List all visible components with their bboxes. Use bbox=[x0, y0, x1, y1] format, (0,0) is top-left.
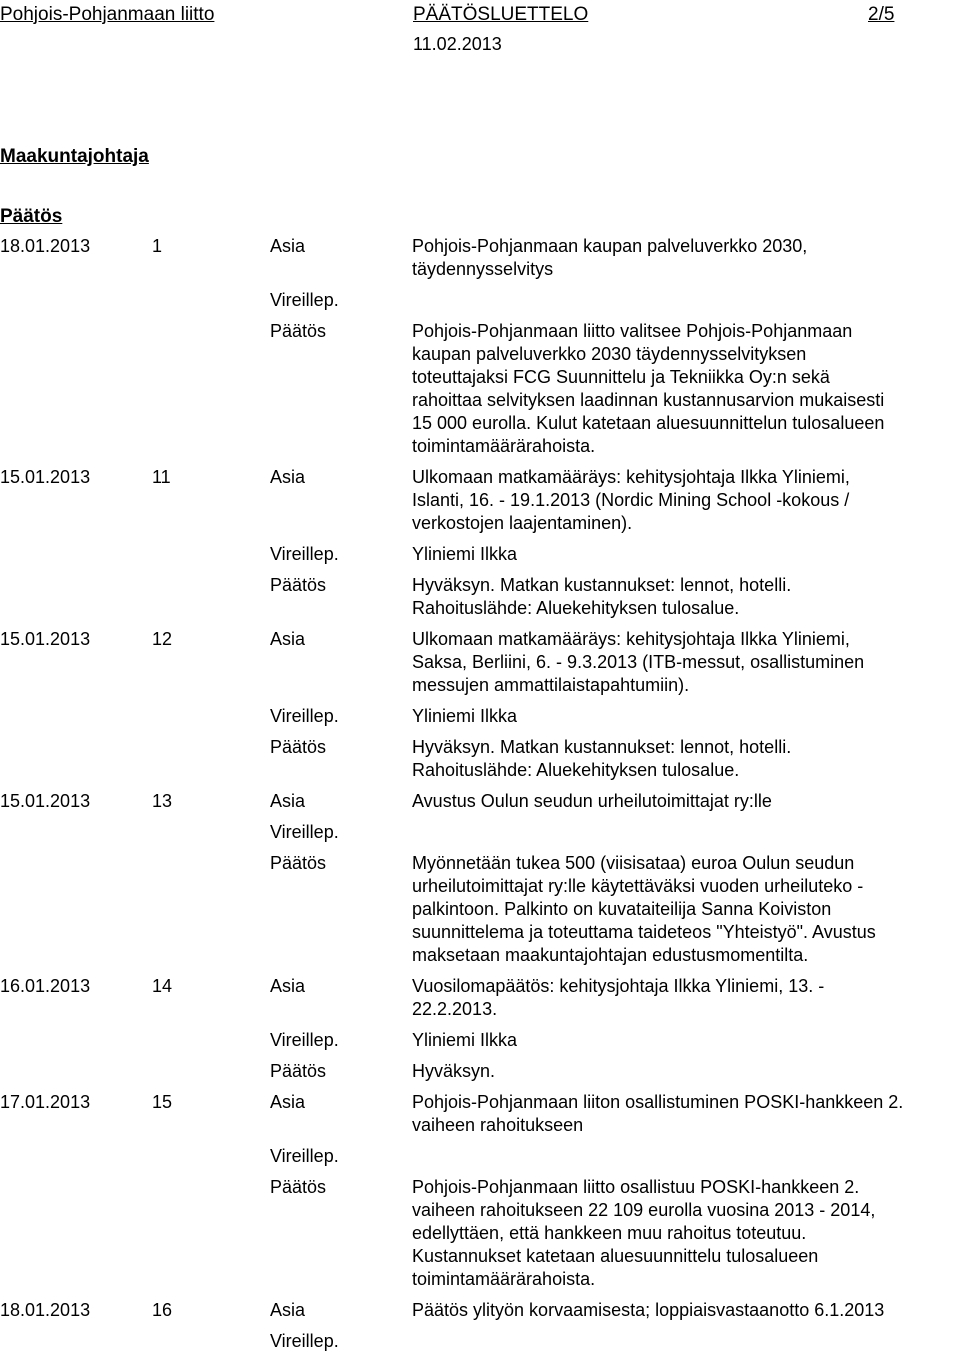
paatos-row bbox=[0, 1060, 960, 1083]
spacer bbox=[0, 967, 960, 975]
asia-row bbox=[0, 235, 960, 258]
spacer bbox=[0, 674, 152, 697]
paatos-row bbox=[0, 1245, 960, 1268]
decision-entry bbox=[0, 975, 960, 1091]
spacer bbox=[270, 1268, 412, 1291]
asia-row bbox=[0, 489, 960, 512]
paatos-row bbox=[0, 366, 960, 389]
vireillep-row bbox=[0, 1029, 960, 1052]
spacer bbox=[270, 1199, 412, 1222]
decision-date: 18.01.2013 bbox=[0, 236, 91, 256]
paatos-text: Hyväksyn. Matkan kustannukset: lennot, hotelli. bbox=[412, 737, 792, 757]
spacer bbox=[0, 1291, 960, 1299]
organization-name: Pohjois-Pohjanmaan liitto bbox=[0, 4, 215, 25]
paatos-text: rahoittaa selvityksen laadinnan kustannusarvion mukaisesti bbox=[412, 390, 885, 410]
paatos-text: Hyväksyn. bbox=[412, 1061, 496, 1081]
spacer bbox=[152, 412, 270, 435]
document-date: 11.02.2013 bbox=[413, 34, 502, 54]
spacer bbox=[0, 574, 152, 597]
spacer bbox=[0, 1268, 152, 1291]
spacer bbox=[0, 728, 960, 736]
spacer bbox=[152, 998, 270, 1021]
spacer bbox=[270, 366, 412, 389]
spacer bbox=[0, 1222, 152, 1245]
paatos-row bbox=[0, 1199, 960, 1222]
spacer bbox=[0, 1245, 152, 1268]
asia-row bbox=[0, 1114, 960, 1137]
paatos-row bbox=[0, 1176, 960, 1199]
asia-text: Vuosilomapäätös: kehitysjohtaja Ilkka Yliniemi, 13. - bbox=[412, 976, 825, 996]
spacer bbox=[270, 875, 412, 898]
asia-label: Asia bbox=[270, 467, 306, 487]
spacer bbox=[152, 1245, 270, 1268]
spacer bbox=[0, 1199, 152, 1222]
spacer bbox=[270, 674, 412, 697]
decision-entry bbox=[0, 628, 960, 790]
decision-entry bbox=[0, 790, 960, 975]
spacer bbox=[152, 1222, 270, 1245]
paatos-text: toteuttajaksi FCG Suunnittelu ja Tekniikka Oy:n sekä bbox=[412, 367, 830, 387]
paatos-text: 15 000 eurolla. Kulut katetaan aluesuunnittelun tulosalueen bbox=[412, 413, 885, 433]
decision-date: 15.01.2013 bbox=[0, 629, 91, 649]
section-title: Maakuntajohtaja bbox=[0, 146, 149, 167]
paatos-row bbox=[0, 852, 960, 875]
spacer bbox=[0, 343, 152, 366]
spacer bbox=[270, 759, 412, 782]
page-number: 2/5 bbox=[868, 4, 895, 25]
spacer bbox=[0, 898, 152, 921]
asia-row bbox=[0, 1299, 960, 1322]
spacer bbox=[270, 412, 412, 435]
spacer bbox=[270, 489, 412, 512]
vireillep-value bbox=[412, 289, 952, 312]
spacer bbox=[152, 543, 270, 566]
spacer bbox=[0, 566, 960, 574]
spacer bbox=[270, 597, 412, 620]
page-header bbox=[0, 0, 960, 60]
paatos-label: Päätös bbox=[270, 575, 327, 595]
spacer bbox=[152, 574, 270, 597]
spacer bbox=[0, 844, 960, 852]
asia-text: Avustus Oulun seudun urheilutoimittajat ry:lle bbox=[412, 791, 772, 811]
vireillep-row bbox=[0, 705, 960, 728]
spacer bbox=[270, 998, 412, 1021]
decision-date: 15.01.2013 bbox=[0, 791, 91, 811]
asia-text: Päätös ylityön korvaamisesta; loppiaisvastaanotto 6.1.2013 bbox=[412, 1300, 885, 1320]
spacer bbox=[0, 458, 960, 466]
spacer bbox=[270, 651, 412, 674]
spacer bbox=[0, 782, 960, 790]
spacer bbox=[0, 1137, 960, 1145]
spacer bbox=[270, 921, 412, 944]
vireillep-row bbox=[0, 543, 960, 566]
spacer bbox=[152, 597, 270, 620]
vireillep-label: Vireillep. bbox=[270, 822, 339, 842]
paatos-text: kaupan palveluverkko 2030 täydennysselvityksen bbox=[412, 344, 807, 364]
spacer bbox=[152, 289, 270, 312]
spacer bbox=[270, 898, 412, 921]
spacer bbox=[0, 489, 152, 512]
vireillep-value bbox=[412, 1145, 952, 1168]
paatos-text: Pohjois-Pohjanmaan liitto valitsee Pohjois-Pohjanmaan bbox=[412, 321, 853, 341]
spacer bbox=[152, 921, 270, 944]
spacer bbox=[0, 1021, 960, 1029]
asia-row bbox=[0, 512, 960, 535]
decision-number: 15 bbox=[152, 1092, 173, 1112]
spacer bbox=[0, 1322, 960, 1330]
asia-row bbox=[0, 998, 960, 1021]
asia-label: Asia bbox=[270, 1092, 306, 1112]
paatos-text: maksetaan maakuntajohtajan edustusmomentilta. bbox=[412, 945, 809, 965]
vireillep-label: Vireillep. bbox=[270, 290, 339, 310]
spacer bbox=[270, 512, 412, 535]
spacer bbox=[152, 1145, 270, 1168]
spacer bbox=[152, 1060, 270, 1083]
spacer bbox=[270, 1114, 412, 1137]
asia-text: Pohjois-Pohjanmaan kaupan palveluverkko 2030, bbox=[412, 236, 808, 256]
spacer bbox=[0, 620, 960, 628]
spacer bbox=[0, 258, 152, 281]
decision-number: 1 bbox=[152, 236, 163, 256]
spacer bbox=[0, 1176, 152, 1199]
asia-text: Ulkomaan matkamääräys: kehitysjohtaja Ilkka Yliniemi, bbox=[412, 629, 850, 649]
vireillep-row bbox=[0, 821, 960, 844]
spacer bbox=[0, 651, 152, 674]
paatos-row bbox=[0, 759, 960, 782]
asia-text: Ulkomaan matkamääräys: kehitysjohtaja Ilkka Yliniemi, bbox=[412, 467, 850, 487]
decision-date: 15.01.2013 bbox=[0, 467, 91, 487]
document-title: PÄÄTÖSLUETTELO bbox=[413, 4, 589, 25]
spacer bbox=[152, 759, 270, 782]
spacer bbox=[0, 535, 960, 543]
decision-number: 14 bbox=[152, 976, 173, 996]
paatos-text: edellyttäen, että hankkeen muu rahoitus toteutuu. bbox=[412, 1223, 807, 1243]
spacer bbox=[152, 489, 270, 512]
vireillep-value: Yliniemi Ilkka bbox=[412, 1030, 518, 1050]
spacer bbox=[152, 651, 270, 674]
decision-number: 12 bbox=[152, 629, 173, 649]
asia-text: Pohjois-Pohjanmaan liiton osallistuminen POSKI-hankkeen 2. bbox=[412, 1092, 904, 1112]
paatos-row bbox=[0, 320, 960, 343]
asia-row bbox=[0, 628, 960, 651]
spacer bbox=[152, 674, 270, 697]
decision-entry bbox=[0, 1299, 960, 1361]
spacer bbox=[0, 875, 152, 898]
paatos-row bbox=[0, 389, 960, 412]
decision-date: 18.01.2013 bbox=[0, 1300, 91, 1320]
spacer bbox=[270, 1245, 412, 1268]
decision-entry bbox=[0, 235, 960, 466]
spacer bbox=[0, 312, 960, 320]
spacer bbox=[152, 944, 270, 967]
paatos-row bbox=[0, 574, 960, 597]
decision-list bbox=[0, 235, 960, 1361]
vireillep-label: Vireillep. bbox=[270, 1331, 339, 1351]
paatos-row bbox=[0, 875, 960, 898]
subsection-title: Päätös bbox=[0, 206, 63, 227]
spacer bbox=[0, 412, 152, 435]
paatos-row bbox=[0, 944, 960, 967]
spacer bbox=[0, 281, 960, 289]
spacer bbox=[0, 998, 152, 1021]
spacer bbox=[0, 697, 960, 705]
asia-row bbox=[0, 975, 960, 998]
spacer bbox=[152, 736, 270, 759]
asia-text: Islanti, 16. - 19.1.2013 (Nordic Mining School -kokous / bbox=[412, 490, 850, 510]
paatos-row bbox=[0, 412, 960, 435]
spacer bbox=[152, 852, 270, 875]
asia-text: vaiheen rahoitukseen bbox=[412, 1115, 584, 1135]
paatos-text: Myönnetään tukea 500 (viisisataa) euroa Oulun seudun bbox=[412, 853, 855, 873]
spacer bbox=[152, 1199, 270, 1222]
spacer bbox=[0, 389, 152, 412]
spacer bbox=[270, 944, 412, 967]
vireillep-value bbox=[412, 1330, 952, 1353]
decision-date: 16.01.2013 bbox=[0, 976, 91, 996]
paatos-text: Rahoituslähde: Aluekehityksen tulosalue. bbox=[412, 598, 740, 618]
paatos-label: Päätös bbox=[270, 737, 327, 757]
spacer bbox=[270, 435, 412, 458]
paatos-text: Pohjois-Pohjanmaan liitto osallistuu POSKI-hankkeen 2. bbox=[412, 1177, 860, 1197]
paatos-text: urheilutoimittajat ry:lle käytettäväksi vuoden urheiluteko - bbox=[412, 876, 864, 896]
spacer bbox=[270, 258, 412, 281]
decision-number: 13 bbox=[152, 791, 173, 811]
paatos-row bbox=[0, 435, 960, 458]
paatos-row bbox=[0, 1268, 960, 1291]
asia-text: messujen ammattilaistapahtumiin). bbox=[412, 675, 690, 695]
spacer bbox=[0, 512, 152, 535]
spacer bbox=[0, 1330, 152, 1353]
vireillep-value: Yliniemi Ilkka bbox=[412, 706, 518, 726]
spacer bbox=[152, 389, 270, 412]
spacer bbox=[0, 705, 152, 728]
paatos-text: toimintamäärärahoista. bbox=[412, 436, 596, 456]
spacer bbox=[0, 1114, 152, 1137]
spacer bbox=[0, 813, 960, 821]
asia-text: verkostojen laajentaminen). bbox=[412, 513, 633, 533]
spacer bbox=[152, 1268, 270, 1291]
paatos-row bbox=[0, 921, 960, 944]
spacer bbox=[152, 705, 270, 728]
spacer bbox=[152, 258, 270, 281]
spacer bbox=[0, 289, 152, 312]
paatos-text: vaiheen rahoitukseen 22 109 eurolla vuosina 2013 - 2014, bbox=[412, 1200, 876, 1220]
paatos-label: Päätös bbox=[270, 1061, 327, 1081]
paatos-text: suunnittelema ja toteuttama taideteos "Yhteistyö". Avustus bbox=[412, 922, 876, 942]
spacer bbox=[0, 1052, 960, 1060]
decision-date: 17.01.2013 bbox=[0, 1092, 91, 1112]
asia-label: Asia bbox=[270, 976, 306, 996]
spacer bbox=[152, 320, 270, 343]
spacer bbox=[0, 1029, 152, 1052]
asia-row bbox=[0, 790, 960, 813]
paatos-text: Hyväksyn. Matkan kustannukset: lennot, hotelli. bbox=[412, 575, 792, 595]
asia-label: Asia bbox=[270, 791, 306, 811]
paatos-label: Päätös bbox=[270, 1177, 327, 1197]
spacer bbox=[152, 343, 270, 366]
asia-text: täydennysselvitys bbox=[412, 259, 554, 279]
spacer bbox=[0, 543, 152, 566]
spacer bbox=[152, 875, 270, 898]
spacer bbox=[152, 821, 270, 844]
spacer bbox=[270, 389, 412, 412]
spacer bbox=[152, 1330, 270, 1353]
asia-row bbox=[0, 674, 960, 697]
asia-label: Asia bbox=[270, 629, 306, 649]
spacer bbox=[0, 320, 152, 343]
paatos-row bbox=[0, 736, 960, 759]
spacer bbox=[0, 366, 152, 389]
asia-text: 22.2.2013. bbox=[412, 999, 498, 1019]
paatos-row bbox=[0, 1222, 960, 1245]
spacer bbox=[0, 1168, 960, 1176]
spacer bbox=[0, 821, 152, 844]
spacer bbox=[0, 1145, 152, 1168]
spacer bbox=[152, 512, 270, 535]
vireillep-label: Vireillep. bbox=[270, 1146, 339, 1166]
paatos-label: Päätös bbox=[270, 853, 327, 873]
spacer bbox=[0, 944, 152, 967]
spacer bbox=[0, 759, 152, 782]
decision-entry bbox=[0, 1091, 960, 1299]
spacer bbox=[270, 1222, 412, 1245]
paatos-row bbox=[0, 343, 960, 366]
asia-row bbox=[0, 466, 960, 489]
vireillep-row bbox=[0, 289, 960, 312]
spacer bbox=[0, 736, 152, 759]
spacer bbox=[270, 343, 412, 366]
paatos-text: toimintamäärärahoista. bbox=[412, 1269, 596, 1289]
vireillep-value bbox=[412, 821, 952, 844]
spacer bbox=[0, 1083, 960, 1091]
decision-number: 16 bbox=[152, 1300, 173, 1320]
paatos-text: Rahoituslähde: Aluekehityksen tulosalue. bbox=[412, 760, 740, 780]
spacer bbox=[152, 366, 270, 389]
vireillep-value: Yliniemi Ilkka bbox=[412, 544, 518, 564]
paatos-row bbox=[0, 597, 960, 620]
spacer bbox=[0, 921, 152, 944]
asia-row bbox=[0, 258, 960, 281]
spacer bbox=[0, 852, 152, 875]
paatos-row bbox=[0, 898, 960, 921]
vireillep-label: Vireillep. bbox=[270, 706, 339, 726]
vireillep-label: Vireillep. bbox=[270, 1030, 339, 1050]
spacer bbox=[0, 597, 152, 620]
asia-row bbox=[0, 651, 960, 674]
spacer bbox=[152, 1029, 270, 1052]
vireillep-label: Vireillep. bbox=[270, 544, 339, 564]
decision-number: 11 bbox=[152, 467, 171, 487]
vireillep-row bbox=[0, 1330, 960, 1353]
asia-row bbox=[0, 1091, 960, 1114]
vireillep-row bbox=[0, 1145, 960, 1168]
paatos-text: Kustannukset katetaan aluesuunnittelu tulosalueen bbox=[412, 1246, 819, 1266]
spacer bbox=[0, 435, 152, 458]
spacer bbox=[152, 1114, 270, 1137]
asia-label: Asia bbox=[270, 236, 306, 256]
spacer bbox=[0, 1060, 152, 1083]
decision-entry bbox=[0, 466, 960, 628]
spacer bbox=[152, 1176, 270, 1199]
asia-label: Asia bbox=[270, 1300, 306, 1320]
spacer bbox=[0, 1353, 960, 1361]
paatos-label: Päätös bbox=[270, 321, 327, 341]
paatos-text: palkintoon. Palkinto on kuvataiteilija Sanna Koiviston bbox=[412, 899, 832, 919]
asia-text: Saksa, Berliini, 6. - 9.3.2013 (ITB-messut, osallistuminen bbox=[412, 652, 865, 672]
spacer bbox=[152, 435, 270, 458]
spacer bbox=[152, 898, 270, 921]
